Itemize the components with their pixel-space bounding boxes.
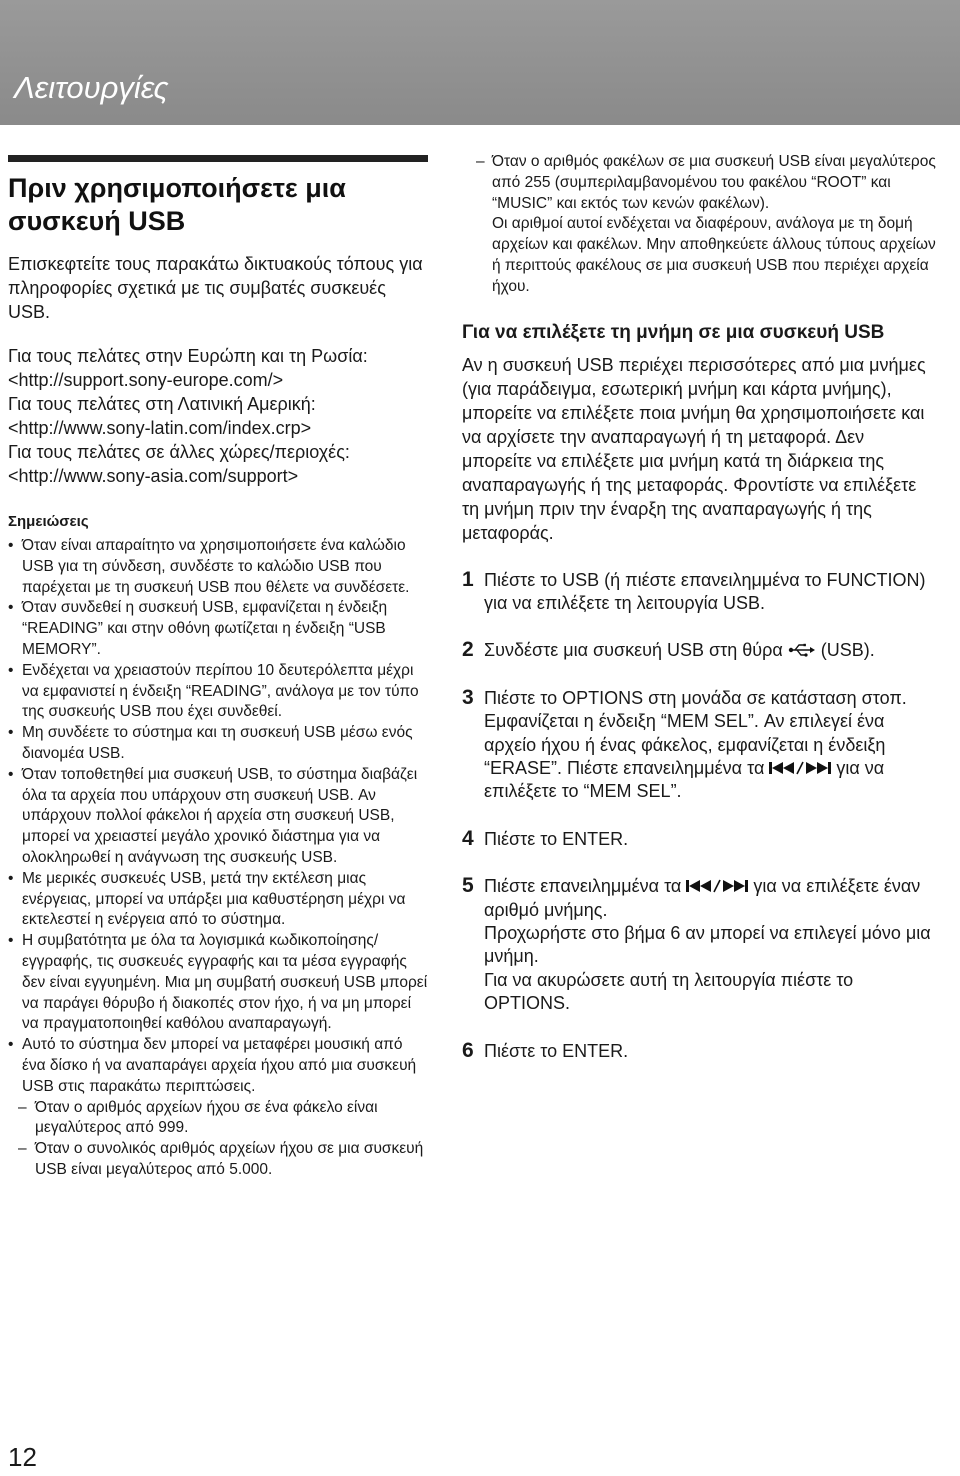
- step-number: 1: [462, 567, 474, 591]
- support-url-asia: <http://www.sony-asia.com/support>: [8, 466, 299, 486]
- step-detail: [484, 710, 937, 804]
- support-url-latin: <http://www.sony-latin.com/index.crp>: [8, 418, 312, 438]
- note-item: • Με μερικές συσκευές USB, μετά την εκτέλεση μιας ενέργειας, μπορεί να υπάρξει μια καθυστέρηση μέχρι να εκτελεστεί η ενέργεια από το σύστημα.: [8, 869, 428, 931]
- case-item-text: Όταν ο αριθμός φακέλων σε μια συσκευή USB είναι μεγαλύτερος από 255 (συμπεριλαμβανομένου του φακέλου “ROOT” και “MUSIC” και εκτός των κενών φακέλων).: [492, 153, 936, 212]
- step-text-part: για να επιλέξετε έναν αριθμό μνήμης.: [484, 876, 921, 920]
- step-5: [462, 875, 937, 1015]
- step-detail: Προχωρήστε στο βήμα 6 αν μπορεί να επιλεγεί μόνο μια μνήμη.: [484, 923, 931, 967]
- region-label-other: Για τους πελάτες σε άλλες χώρες/περιοχές:: [8, 442, 350, 462]
- step-text: Πιέστε το ENTER.: [484, 1040, 629, 1061]
- step-text-part: Πιέστε επανειλημμένα τα: [484, 876, 682, 897]
- step-number: 3: [462, 685, 474, 709]
- step-text: [484, 875, 937, 922]
- note-item: • Όταν συνδεθεί η συσκευή USB, εμφανίζεται η ένδειξη “READING” και στην οθόνη φωτίζεται η ένδειξη “USB MEMORY”.: [8, 598, 428, 660]
- note-item: • Η συμβατότητα με όλα τα λογισμικά κωδικοποίησης/εγγραφής, τις συσκευές εγγραφής και τα μέσα εγγραφής δεν είναι εγγυημένη. Μια μη συμβατή συσκευή USB μπορεί να παράγει θόρυβο ή διακοπές στον ήχο, ή να μη μπορεί να πραγματοποιηθεί καθόλου αναπαραγωγή.: [8, 931, 428, 1035]
- step-number: 6: [462, 1038, 474, 1062]
- section-rule: [8, 155, 428, 162]
- step-2: [462, 639, 937, 662]
- step-6: [462, 1040, 937, 1063]
- step-number: 4: [462, 826, 474, 850]
- step-text-part: Εμφανίζεται η ένδειξη “MEM SEL”. Αν επιλεγεί ένα αρχείο ήχου ή ένας φάκελος, εμφανίζεται η ένδειξη “ERASE”. Πιέστε επανειλημμένα τα: [484, 711, 886, 779]
- section-title: Πριν χρησιμοποιήσετε μια συσκευή USB: [8, 173, 346, 236]
- step-1: [462, 569, 937, 616]
- note-item: • Όταν τοποθετηθεί μια συσκευή USB, το σύστημα διαβάζει όλα τα αρχεία που υπάρχουν στη συσκευή USB. Αν υπάρχουν πολλοί φάκελοι ή αρχεία στη συσκευή USB, μπορεί να χρειαστεί μεγάλο χρονικό διάστημα για να ολοκληρωθεί η ανάγνωση της συσκευής USB.: [8, 765, 428, 869]
- right-column: [462, 152, 937, 1063]
- usb-symbol-icon: [788, 640, 816, 654]
- step-detail: Για να ακυρώσετε αυτή τη λειτουργία πιέστε το OPTIONS.: [484, 969, 854, 1014]
- case-item: – Όταν ο συνολικός αριθμός αρχείων ήχου σε μια συσκευή USB είναι μεγαλύτερος από 5.000.: [8, 1139, 428, 1181]
- step-text: [484, 639, 937, 662]
- left-column: [8, 155, 428, 1181]
- prev-next-skip-icon: [769, 758, 831, 772]
- step-3: [462, 687, 937, 804]
- step-text-part: Συνδέστε μια συσκευή USB στη θύρα: [484, 640, 783, 661]
- case-note: Οι αριθμοί αυτοί ενδέχεται να διαφέρουν, ανάλογα με τη δομή αρχείων και φακέλων. Μην αποθηκεύετε άλλους τύπους αρχείων ή περιττούς φακέλους σε μια συσκευή USB που περιέχει αρχεία ήχου.: [492, 215, 936, 295]
- step-text: Πιέστε το OPTIONS στη μονάδα σε κατάσταση στοπ.: [484, 687, 907, 708]
- case-item-folders: [462, 152, 937, 214]
- step-4: [462, 828, 937, 851]
- notes-heading: Σημειώσεις: [8, 513, 89, 530]
- step-text: Πιέστε το USB (ή πιέστε επανειλημμένα το FUNCTION) για να επιλέξετε τη λειτουργία USB.: [484, 569, 926, 613]
- subsection-intro: Αν η συσκευή USB περιέχει περισσότερες από μια μνήμες (για παράδειγμα, εσωτερική μνήμη και κάρτα μνήμης), μπορείτε να επιλέξετε ποια μνήμη θα χρησιμοποιήσετε και να αρχίσετε την αναπαραγωγή ή τη μεταφορά. Δεν μπορείτε να επιλέξετε μια μνήμη κατά τη διάρκεια της αναπαραγωγής ή της μεταφοράς. Φροντίστε να επιλέξετε τη μνήμη πριν την έναρξη της αναπαραγωγής ή της μεταφοράς.: [462, 354, 926, 543]
- notes-list: [8, 536, 428, 1098]
- intro-paragraph: Επισκεφτείτε τους παρακάτω δικτυακούς τόπους για πληροφορίες σχετικά με τις συμβατές συσκευές USB.: [8, 254, 423, 322]
- dash-mark: –: [476, 153, 485, 170]
- note-item: • Μη συνδέετε το σύστημα και τη συσκευή USB μέσω ενός διανομέα USB.: [8, 723, 428, 765]
- support-url-europe: <http://support.sony-europe.com/>: [8, 370, 284, 390]
- support-links: [8, 344, 428, 488]
- prev-next-skip-icon: [686, 876, 748, 890]
- step-number: 2: [462, 638, 474, 662]
- step-text-part: για να επιλέξετε το “MEM SEL”.: [484, 758, 885, 802]
- step-number: 5: [462, 874, 474, 898]
- subsection-title: Για να επιλέξετε τη μνήμη σε μια συσκευή USB: [462, 321, 885, 343]
- region-label-europe: Για τους πελάτες στην Ευρώπη και τη Ρωσία:: [8, 346, 368, 366]
- cases-list: [8, 1098, 428, 1181]
- case-item: – Όταν ο αριθμός αρχείων ήχου σε ένα φάκελο είναι μεγαλύτερος από 999.: [8, 1098, 428, 1140]
- page-number: 12: [8, 1442, 37, 1472]
- chapter-banner: [0, 0, 960, 125]
- step-text-part: (USB).: [820, 640, 875, 661]
- chapter-title: Λειτουργίες: [14, 70, 169, 105]
- note-item: • Αυτό το σύστημα δεν μπορεί να μεταφέρει μουσική από ένα δίσκο ή να αναπαράγει αρχεία ήχου από μια συσκευή USB στις παρακάτω περιπτώσεις.: [8, 1035, 428, 1097]
- note-item: • Ενδέχεται να χρειαστούν περίπου 10 δευτερόλεπτα μέχρι να εμφανιστεί η ένδειξη “READING”, ανάλογα με τον τύπο της συσκευής USB που έχει συνδεθεί.: [8, 661, 428, 723]
- note-item: • Όταν είναι απαραίτητο να χρησιμοποιήσετε ένα καλώδιο USB για τη σύνδεση, συνδέστε το καλώδιο USB που παρέχεται με τη συσκευή USB που θέλετε να συνδέσετε.: [8, 536, 428, 598]
- region-label-latin: Για τους πελάτες στη Λατινική Αμερική:: [8, 394, 316, 414]
- step-text: Πιέστε το ENTER.: [484, 828, 629, 849]
